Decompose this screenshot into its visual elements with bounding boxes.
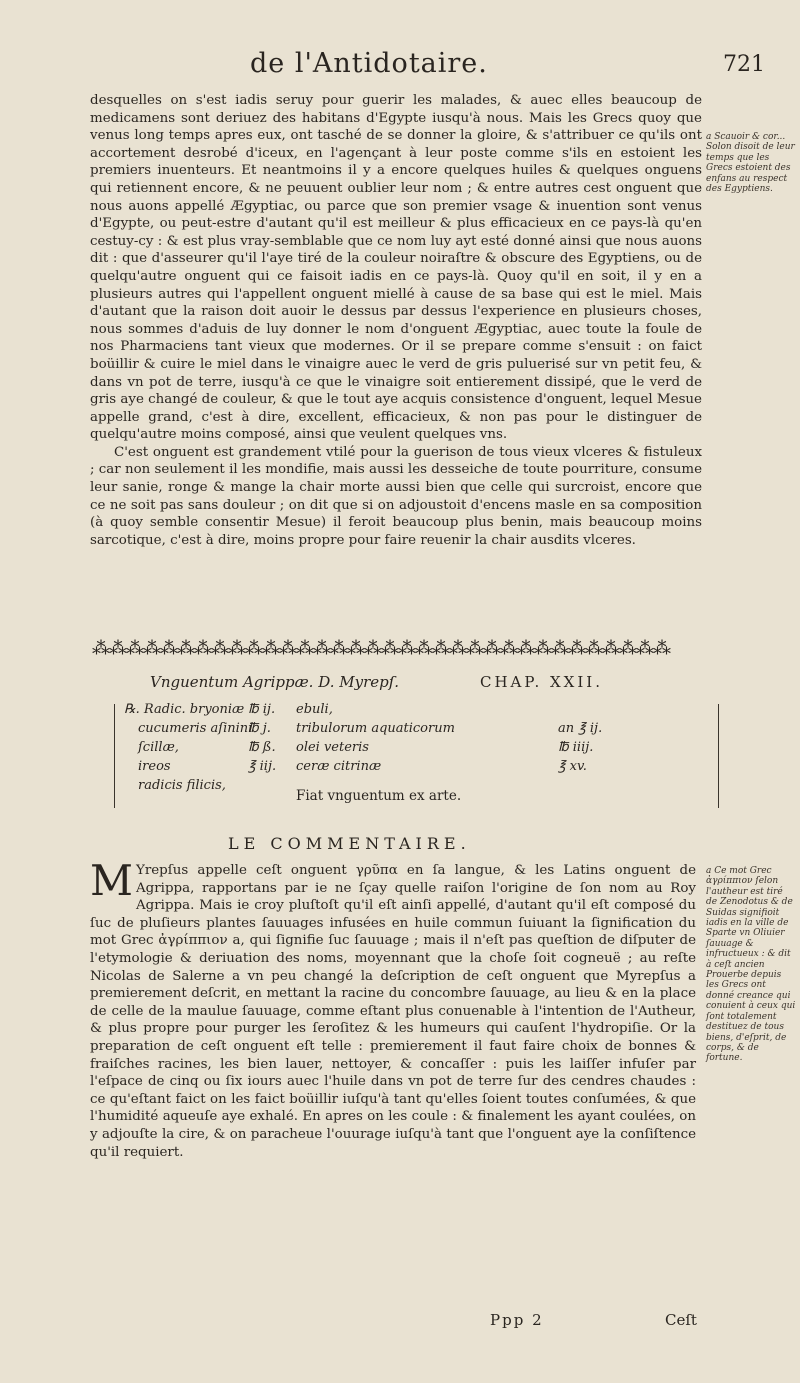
formula-row: ireos ℥ iij. ceræ citrinæ ℥ xv. [138, 759, 587, 774]
running-header [0, 48, 800, 90]
margin-note-bottom: a Ce mot Grec ἀγρίππιον ſelon l'autheur est tiré de Zenodotus & de Suidas signifioit iadis en la ville de Sparte vn Oliuier ſauuage & infructueux : & dit à ceſt ancien Prouerbe depuis les Grecs ont donné creance qui conuient à ceux qui ſont totalement destituez de tous biens, d'eſprit, de corps, & de fortune. [706, 866, 796, 1064]
formula-bracket-right [712, 704, 719, 808]
chapter-heading [150, 673, 690, 691]
formula-row: radicis filicis, [138, 778, 226, 793]
page-number: 721 [723, 52, 765, 77]
recipe-formula [118, 702, 714, 818]
chapter-label: CHAP. XXII. [480, 673, 603, 691]
body-paragraph-1: desquelles on s'est iadis seruy pour guerir les malades, & auec elles beaucoup de medicamens sont deriuez des habitans d'Egypte iusqu'à nous. Mais les Grecs quoy que venus long temps apres eux, ont tasché de se donner la gloire, & s'attribuer ce qu'ils ont accortement desrobé d'iceux, en l'agençant à leur poste comme s'ils en estoient les premiers inuenteurs. Et neantmoins il y a encore quelques huiles & quelques onguens qui retiennent encore, & ne peuuent oublier leur nom ; & entre autres cest onguent que nous auons appellé Ægyptiac, ou parce que son premier vsage & inuention sont venus d'Egypte, ou peut-estre d'autant qu'il est meilleur & plus efficacieux en ce pays-là qu'en cestuy-cy : & est plus vray-semblable que ce nom luy ayt esté donné ainsi que nous auons dit : que d'asseurer qu'il l'aye tiré de la couleur noiraſtre & obscure des Egyptiens, ou de quelqu'autre onguent qui ce faisoit iadis en ce pays-là. Quoy qu'il en soit, il y en a plusieurs autres qui l'appellent onguent miellé à cause de sa base qui est le miel. Mais d'autant que la raison doit auoir le dessus par dessus l'experience en plusieurs choses, nous sommes d'aduis de luy donner le nom d'onguent Ægyptiac, auec toute la foule de nos Pharmaciens tant vieux que modernes. Or il se prepare comme s'ensuit : on faict boüillir & cuire le miel dans le vinaigre auec le verd de gris puluerisé sur vn petit feu, & dans vn pot de terre, iusqu'à ce que le vinaigre soit entierement dissipé, que le verd de gris aye changé de couleur, & que le tout aye acquis consistence d'onguent, lequel Mesue appelle grand, c'est à dire, excellent, efficacieux, & non pas pour le distinguer de quelqu'autre moins composé, ainsi que veulent quelques vns. [90, 93, 702, 443]
drop-capital: M [90, 856, 134, 905]
formula-row: cucumeris aſinini ℔ j. tribulorum aquaticorum an ℥ ij. [138, 721, 603, 736]
formula-row: ſcillæ, ℔ ß. olei veteris ℔ iiij. [138, 740, 594, 755]
margin-note-top: a Scauoir & cor... Solon disoit de leur temps que les Grecs estoient des enfans au respect des Egyptiens. [706, 132, 795, 195]
commentary-heading: LE COMMENTAIRE. [228, 834, 471, 853]
signature-mark: Ppp 2 [490, 1311, 544, 1329]
body-paragraph-2: C'est onguent est grandement vtilé pour la guerison de tous vieux vlceres & fistuleux ; car non seulement il les mondifie, mais aussi les desseiche de toute pourriture, consume leur sanie, ronge & mange la chair morte aussi bien que celle qui surcroist, encore que ce ne soit pas sans douleur ; on dit que si on adjoustoit d'encens masle en sa composition (à quoy semble consentir Mesue) il feroit beaucoup plus benin, mais beaucoup moins sarcotique, c'est à dire, moins propre pour faire reuenir la chair ausdits vlceres. [90, 444, 702, 548]
formula-row: ℞. Radic. bryoniæ ℔ ij. ebuli, [124, 702, 333, 717]
decorative-ornament-band: ⁂⁂⁂⁂⁂⁂⁂⁂⁂⁂⁂⁂⁂⁂⁂⁂⁂⁂⁂⁂⁂⁂⁂⁂⁂⁂⁂⁂⁂⁂⁂⁂⁂⁂ [92, 638, 670, 659]
catchword: Ceſt [665, 1311, 697, 1329]
main-text-block [90, 92, 702, 549]
running-title: de l'Antidotaire. [250, 48, 488, 79]
formula-instruction: Fiat vnguentum ex arte. [296, 788, 462, 804]
commentary-text-block [90, 856, 696, 1161]
commentary-body: Yrepſus appelle ceſt onguent γρῦπα en ſa langue, & les Latins onguent de Agrippa, rapportans par ie ne ſçay quelle raiſon l'origine de ſon nom au Roy Agrippa. Mais ie croy pluſtoſt qu'il eſt ainſi appellé, d'autant qu'il eſt composé du ſuc de pluſieurs plantes ſauuages infusées en huile commun ſuiuant la ſignification du mot Grec ἀγρίππιον a, qui ſignifie ſuc ſauuage ; mais il n'eſt pas queſtion de diſputer de l'etymologie & deriuation des noms, moyennant que la choſe ſoit cogneuë ; au reſte Nicolas de Salerne a vn peu changé la deſcription de ceſt onguent que Myrepſus a premierement deſcrit, en mettant la racine du concombre ſauuage, au lieu & en la place de celle de la maulue ſauuage, comme eſtant plus conuenable à l'intention de l'Autheur, & plus propre pour purger les ſeroſitez & les humeurs qui cauſent l'hydropiſie. Or la preparation de ceſt onguent eſt telle : premierement il faut faire choix de bonnes & fraiſches racines, les bien lauer, nettoyer, & concaſſer : puis les laiſſer infuſer par l'eſpace de cinq ou ſix iours auec l'huile dans vn pot de terre ſur des cendres chaudes : ce qu'eſtant faict on les faict boüillir iuſqu'à tant qu'elles ſoient toutes conſumées, & que l'humidité aqueuſe aye exhalé. En apres on les coule : & finalement les ayant coulées, on y adjouſte la cire, & on paracheue l'ouurage iuſqu'à tant que l'onguent aye la conſiſtence qu'il requiert. [90, 863, 696, 1160]
chapter-title: Vnguentum Agrippæ. D. Myrepſ. [150, 673, 400, 691]
